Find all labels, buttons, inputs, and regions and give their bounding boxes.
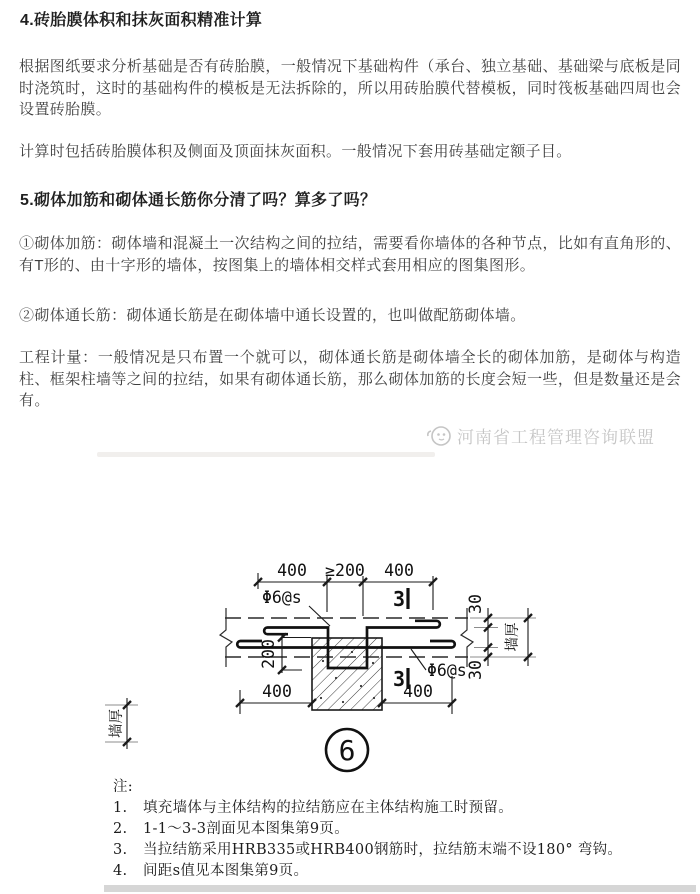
note-text: 间距s值见本图集第9页。	[143, 863, 309, 879]
watermark	[425, 423, 655, 448]
rebar-label-bottom: Φ6@s	[427, 661, 467, 680]
wall-thickness-label-right: 墙厚	[505, 622, 521, 652]
dim-bottom-left: 400	[262, 682, 292, 701]
wall-thickness-label-left: 墙厚	[109, 709, 125, 738]
note-text: 1-1～3-3剖面见本图集第9页。	[143, 821, 350, 837]
embed-depth-dimension	[278, 634, 311, 675]
dim-top-middle: ≥200	[325, 561, 365, 580]
note-text: 填充墙体与主体结构的拉结筋应在主体结构施工时预留。	[143, 800, 513, 816]
dim-cover-bottom: 30	[466, 660, 485, 680]
rebar-label-top: Φ6@s	[262, 588, 302, 607]
section-mark-top: 3	[393, 587, 406, 611]
detail-number: 6	[338, 734, 356, 767]
note-item	[113, 819, 688, 840]
note-item	[113, 861, 688, 882]
watermark-echo-divider	[97, 452, 435, 457]
dim-cover-top: 30	[466, 594, 485, 614]
note-item	[113, 798, 688, 819]
dim-bottom-right: 400	[403, 682, 433, 701]
section4-paragraph-1: 根据图纸要求分析基础是否有砖胎膜，一般情况下基础构件（承台、独立基础、基础梁与底板是同时浇筑时，这时的基础构件的模板是无法拆除的，所以用砖胎膜代替模板，同时筏板基础四周也会设置砖胎膜。	[19, 58, 681, 119]
rebar-label-bottom-leader	[411, 649, 426, 670]
section4-heading: 4.砖胎膜体积和抹灰面积精准计算	[20, 12, 263, 29]
note-number: 3.	[113, 842, 128, 858]
notes	[113, 777, 688, 882]
section5-paragraph-3: 工程计量：一般情况是只布置一个就可以，砌体通长筋是砌体墙全长的砌体加筋，是砌体与构造柱、框架柱墙等之间的拉结，如果有砌体通长筋，那么砌体加筋的长度会短一些，但是数量还是会有。	[19, 349, 681, 410]
section5-paragraph-1: ①砌体加筋：砌体墙和混凝土一次结构之间的拉结，需要看你墙体的各种节点，比如有直角形的、有T形的、由十字形的墙体，按图集上的墙体相交样式套用相应的图集图形。	[19, 235, 681, 274]
section5-paragraph-2: ②砌体通长筋：砌体通长筋是在砌体墙中通长设置的，也叫做配筋砌体墙。	[19, 307, 526, 324]
note-item	[113, 840, 688, 861]
note-number: 4.	[113, 863, 128, 879]
section-mark-bottom: 3	[393, 667, 406, 691]
note-number: 1.	[113, 800, 128, 816]
bottom-divider	[104, 885, 696, 892]
dim-top-left: 400	[277, 561, 307, 580]
section5-heading: 5.砌体加筋和砌体通长筋你分清了吗？算多了吗？	[20, 192, 377, 209]
dim-top-right: 400	[384, 561, 414, 580]
section4-paragraph-2: 计算时包括砖胎膜体积及侧面及顶面抹灰面积。一般情况下套用砖基础定额子目。	[19, 143, 572, 160]
notes-title: 注:	[113, 779, 133, 795]
note-number: 2.	[113, 821, 128, 837]
note-text: 当拉结筋采用HRB335或HRB400钢筋时，拉结筋末端不设180° 弯钩。	[143, 842, 623, 858]
mascot-icon	[425, 424, 452, 448]
dim-embed-depth: 200	[259, 639, 278, 669]
technical-drawing	[90, 540, 560, 780]
right-extension-lines	[470, 618, 536, 657]
watermark-text: 河南省工程管理咨询联盟	[457, 428, 655, 447]
